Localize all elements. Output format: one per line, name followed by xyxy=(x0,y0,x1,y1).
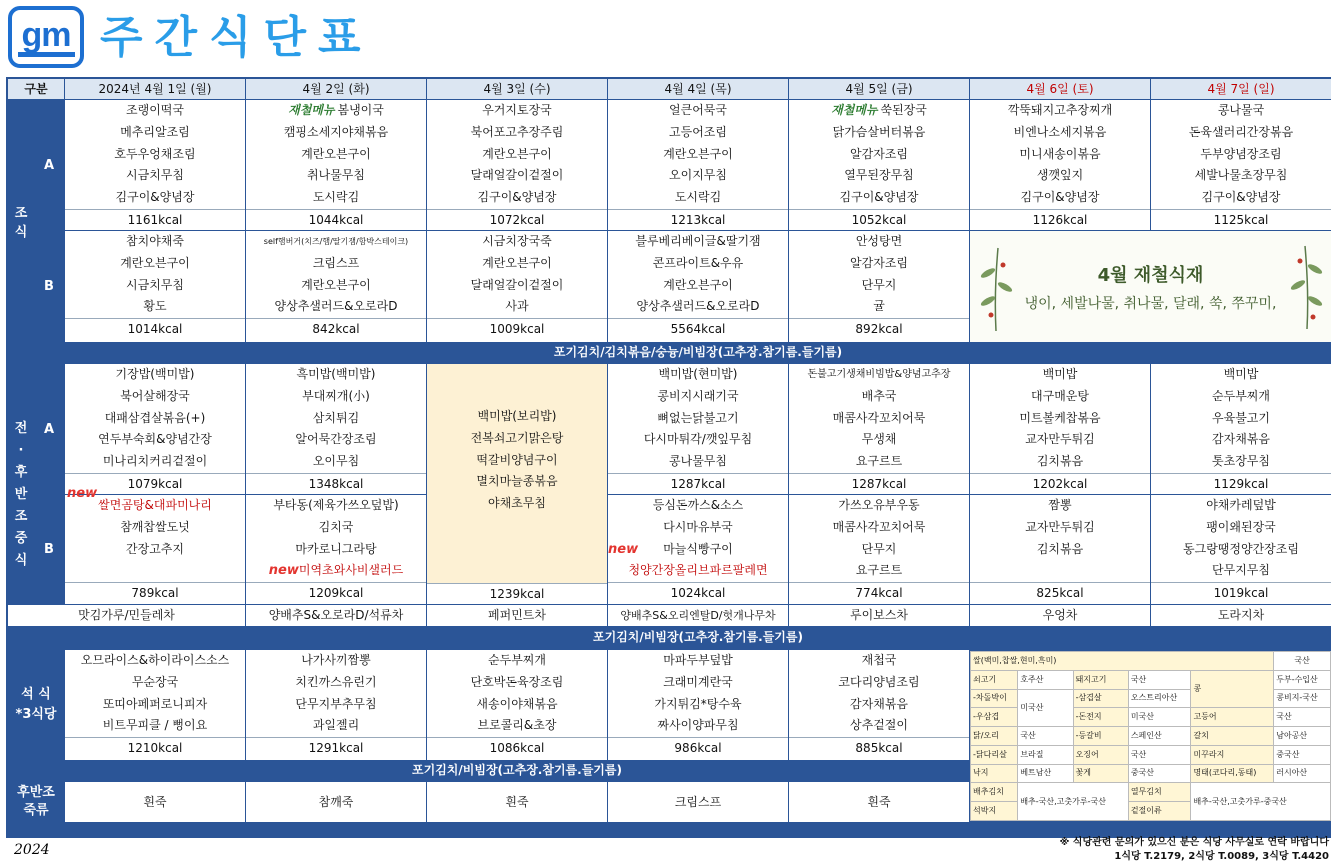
porridge-fri: 흰죽 xyxy=(789,782,969,822)
new-badge: new xyxy=(608,541,639,557)
lunch-b-fri: 가쓰오유부우동 매콤사각꼬치어묵 단무지 요구르트 774kcal xyxy=(789,495,969,604)
lunch-drink-tue: 양배추S&오로라D/석류차 xyxy=(246,605,426,626)
lunch-a-sun: 백미밥 순두부찌개 우육불고기 감자채볶음 톳초장무침 1129kcal xyxy=(1151,364,1331,494)
day-header-5: 4월 5일 (금) xyxy=(789,79,969,99)
day-header-1: 2024년 4월 1일 (월) xyxy=(65,79,245,99)
dinner-wed: 순두부찌개 단호박돈육장조림 새송이야채볶음 브로콜리&초장 1086kcal xyxy=(427,650,607,760)
header xyxy=(0,0,1335,75)
porridge-mon: 흰죽 xyxy=(65,782,245,822)
lunch-a-tue: 흑미밥(백미밥) 부대찌개(小) 삼치튀김 알어묵간장조림 오이무침 1348kcal xyxy=(246,364,426,494)
origin-cell: 오스트리아산 xyxy=(1128,689,1191,708)
breakfast-a-wed: 우거지토장국 북어포고추장주림 계란오븐구이 달래얼갈이겉절이 김구이&양념장 1072kcal xyxy=(427,100,607,230)
day-header-3: 4월 3일 (수) xyxy=(427,79,607,99)
origin-cell: 브라질 xyxy=(1018,745,1073,764)
origin-cell: 호주산 xyxy=(1018,670,1073,689)
origin-cell: 겉절이류 xyxy=(1128,802,1191,821)
lunch-b-label: B xyxy=(44,541,54,557)
origin-cell: 중국산 xyxy=(1128,764,1191,783)
origin-cell: -차돌박이 xyxy=(971,689,1018,708)
origin-cell: 오징어 xyxy=(1073,745,1128,764)
lunch-b-tue: 부타동(제육가쓰오덮밥) 김치국 마카로니그라탕 new미역초와사비샐러드 1209kcal xyxy=(246,495,426,604)
lunch-drink-fri: 루이보스차 xyxy=(789,605,969,626)
breakfast-b-fri: 안성탕면 알감자조림 단무지 귤 892kcal xyxy=(789,231,969,342)
breakfast-b-wed: 시금치장국죽 계란오븐구이 달래얼갈이겉절이 사과 1009kcal xyxy=(427,231,607,342)
breakfast-b-thu: 블루베리베이글&딸기잼 콘프라이트&우유 계란오븐구이 양상추샐러드&오로라D 5564kcal xyxy=(608,231,788,342)
breakfast-a-tue: 재철메뉴 봄냉이국 캠핑소세지야채볶음 계란오븐구이 취나물무침 도시락김 1044kcal xyxy=(246,100,426,230)
lunch-a-label: A xyxy=(43,421,55,437)
dinner-tue: 나가사끼짬뽕 치킨까스유린기 단무지부추무침 과일젤리 1291kcal xyxy=(246,650,426,760)
lunch-b-mon: new 쌀면곰탕&대파미나리 참깨찹쌀도넛 간장고추지 789kcal xyxy=(65,495,245,604)
origin-cell: -삼겹살 xyxy=(1073,689,1128,708)
day-header-2: 4월 2일 (화) xyxy=(246,79,426,99)
origin-cell: -닭다리살 xyxy=(971,745,1018,764)
origin-cell: -우삼겹 xyxy=(971,708,1018,727)
day-header-6: 4월 6일 (토) xyxy=(970,79,1150,99)
breakfast-a-mon: 조랭이떡국 메추리알조림 호두우엉채조림 시금치무침 김구이&양념장 1161kcal xyxy=(65,100,245,230)
porridge-thu: 크림스프 xyxy=(608,782,788,822)
origin-cell: 중국산 xyxy=(1274,745,1331,764)
lunch-label: 전·후반조 중식 xyxy=(14,421,28,568)
dinner-common-sides: 포기김치/비빔장(고추장.참기름.들기름) xyxy=(65,760,969,781)
origin-cell: 배추-국산,고춧가루-국산 xyxy=(1018,783,1128,821)
origin-cell: 국산 xyxy=(1018,727,1073,746)
lunch-drink-sat: 우엉차 xyxy=(970,605,1150,626)
breakfast-common-sides: 포기김치/김치볶음/숭늉/비빔장(고추장.참기름.들기름) xyxy=(65,342,1331,362)
day-header-7: 4월 7일 (일) xyxy=(1151,79,1331,99)
lunch-drink-thu: 양배추S&오리엔탈D/헛개나무차 xyxy=(608,605,788,626)
origin-table xyxy=(970,651,1331,821)
dinner-label: 석 식 *3식당 xyxy=(15,687,57,722)
corner-label: 구분 xyxy=(8,79,64,99)
lunch-wed-combined: 백미밥(보리밥) 전복쇠고기맑은탕 떡갈비양념구이 멸치마늘종볶음 야채초무침 xyxy=(427,364,607,604)
lunch-a-mon: 기장밥(백미밥) 북어살해장국 대패삼겹살볶음(+) 연두부숙회&양념간장 미나리치커리겉절이 1079kcal xyxy=(65,364,245,494)
origin-cell: 러시아산 xyxy=(1274,764,1331,783)
new-badge: new xyxy=(67,486,98,501)
origin-cell: 국산 xyxy=(1274,652,1331,671)
porridge-wed: 흰죽 xyxy=(427,782,607,822)
origin-cell: 콩 xyxy=(1191,670,1274,708)
breakfast-a-fri: 재철메뉴 쑥된장국 닭가슴살버터볶음 알감자조림 열무된장무침 김구이&양념장 1052kcal xyxy=(789,100,969,230)
late-porridge-label: 후반조 죽류 xyxy=(17,785,55,818)
breakfast-a-sun: 콩나물국 돈육샐러리간장볶음 두부양념장조림 세발나물초장무침 김구이&양념장 1125kcal xyxy=(1151,100,1331,230)
origin-cell: 두부-수입산 xyxy=(1274,670,1331,689)
seasonal-ingredients-panel xyxy=(970,231,1331,342)
origin-cell: -등갈비 xyxy=(1073,727,1128,746)
porridge-tue: 참깨죽 xyxy=(246,782,426,822)
breakfast-a-sat: 깍뚝돼지고추장찌개 비엔나소세지볶음 미니새송이볶음 생깻잎지 김구이&양념장 1126kcal xyxy=(970,100,1150,230)
origin-cell: 미국산 xyxy=(1128,708,1191,727)
seasonal-tag: 재철메뉴 xyxy=(288,103,335,117)
lunch-a-sat: 백미밥 대구매운탕 미트볼케찹볶음 교자만두튀김 김치볶음 1202kcal xyxy=(970,364,1150,494)
dinner-thu: 마파두부덮밥 크래미계란국 가지튀김*탕수육 짜사이양파무침 986kcal xyxy=(608,650,788,760)
seasonal-tag: 재철메뉴 xyxy=(831,103,878,117)
origin-cell: 국산 xyxy=(1274,708,1331,727)
origin-cell: 닭/오리 xyxy=(971,727,1018,746)
signature: 2024 xyxy=(14,842,50,858)
breakfast-a-thu: 얼큰어묵국 고등어조림 계란오븐구이 오이지무침 도시락김 1213kcal xyxy=(608,100,788,230)
origin-cell: 석박지 xyxy=(971,802,1018,821)
origin-cell: 남아공산 xyxy=(1274,727,1331,746)
dinner-fri: 재첩국 코다리양념조림 감자채볶음 상추겉절이 885kcal xyxy=(789,650,969,760)
footer-line-1: ※ 식당관련 문의가 있으신 분은 식당 사무실로 연락 바랍니다 xyxy=(1059,837,1329,848)
lunch-wed-kcal: 1239kcal xyxy=(427,583,607,604)
origin-cell: 낙지 xyxy=(971,764,1018,783)
lunch-drink-sun: 도라지차 xyxy=(1151,605,1331,626)
footer-note xyxy=(1060,836,1329,864)
origin-cell: 꽃게 xyxy=(1073,764,1128,783)
origin-cell: 콩비지-국산 xyxy=(1274,689,1331,708)
breakfast-b-label: B xyxy=(44,278,54,294)
breakfast-label: 조 식 xyxy=(14,206,28,240)
origin-cell: 베트남산 xyxy=(1018,764,1073,783)
origin-cell: 고등어 xyxy=(1191,708,1274,727)
origin-cell: 배추김치 xyxy=(971,783,1018,802)
lunch-a-fri: 돈불고기생채비빔밥&양념고추장 배추국 매콤사각꼬치어묵 무생채 요구르트 1287kcal xyxy=(789,364,969,494)
seasonal-title: 4월 재철식재 xyxy=(1097,265,1204,286)
lunch-a-thu: 백미밥(현미밥) 콩비지시래기국 뼈없는닭불고기 다시마튀각/깻잎무침 콩나물무침 1287kcal xyxy=(608,364,788,494)
lunch-common-sides: 포기김치/비빔장(고추장.참기름.들기름) xyxy=(65,626,1331,648)
page-title: 주간식단표 xyxy=(100,12,373,63)
origin-cell: 스페인산 xyxy=(1128,727,1191,746)
origin-cell: -돈전지 xyxy=(1073,708,1128,727)
gm-logo: gm xyxy=(8,6,84,68)
origin-cell: 쌀(백미,찹쌀,현미,흑미) xyxy=(971,652,1274,671)
origin-cell: 갈치 xyxy=(1191,727,1274,746)
breakfast-b-mon: 참치야채죽 계란오븐구이 시금치무침 황도 1014kcal xyxy=(65,231,245,342)
breakfast-a-label: A xyxy=(43,157,55,173)
origin-cell: 돼지고기 xyxy=(1073,670,1128,689)
lunch-drink-wed: 페퍼민트차 xyxy=(427,605,607,626)
origin-cell: 미국산 xyxy=(1018,689,1073,727)
new-badge: new xyxy=(268,563,299,579)
origin-cell: 국산 xyxy=(1128,745,1191,764)
seasonal-list: 냉이, 세발나물, 취나물, 달래, 쑥, 쭈꾸미, xyxy=(1024,296,1277,312)
origin-cell: 명태(코다리,동태) xyxy=(1191,764,1274,783)
day-header-4: 4월 4일 (목) xyxy=(608,79,788,99)
lunch-b-thu: 등심돈까스&소스 다시마유부국 new 마늘식빵구이 청양간장올리브파르팔레면 1024kcal xyxy=(608,495,788,604)
lunch-b-sun: 야채카레덮밥 팽이왜된장국 동그랑땡정양간장조림 단무지무침 1019kcal xyxy=(1151,495,1331,604)
origin-cell: 열무김치 xyxy=(1128,783,1191,802)
breakfast-b-tue: self햄버거(치즈/햄/딸기잼/함박스테이크) 크림스프 계란오븐구이 양상추샐러드&오로라D 842kcal xyxy=(246,231,426,342)
lunch-b-sat: 짬뽕 교자만두튀김 김치볶음 825kcal xyxy=(970,495,1150,604)
dinner-mon: 오므라이스&하이라이스소스 무순장국 또띠아페퍼로니피자 비트무피클 / 뻥이요 1210kcal xyxy=(65,650,245,760)
origin-cell: 배추-국산,고춧가루-중국산 xyxy=(1191,783,1331,821)
footer-line-2: 1식당 T.2179, 2식당 T.0089, 3식당 T.4420 xyxy=(1114,851,1329,862)
origin-cell: 쇠고기 xyxy=(971,670,1018,689)
lunch-drink-mon: 맛김가루/민들레차 xyxy=(8,605,245,626)
origin-cell: 미꾸라지 xyxy=(1191,745,1274,764)
origin-cell: 국산 xyxy=(1128,670,1191,689)
